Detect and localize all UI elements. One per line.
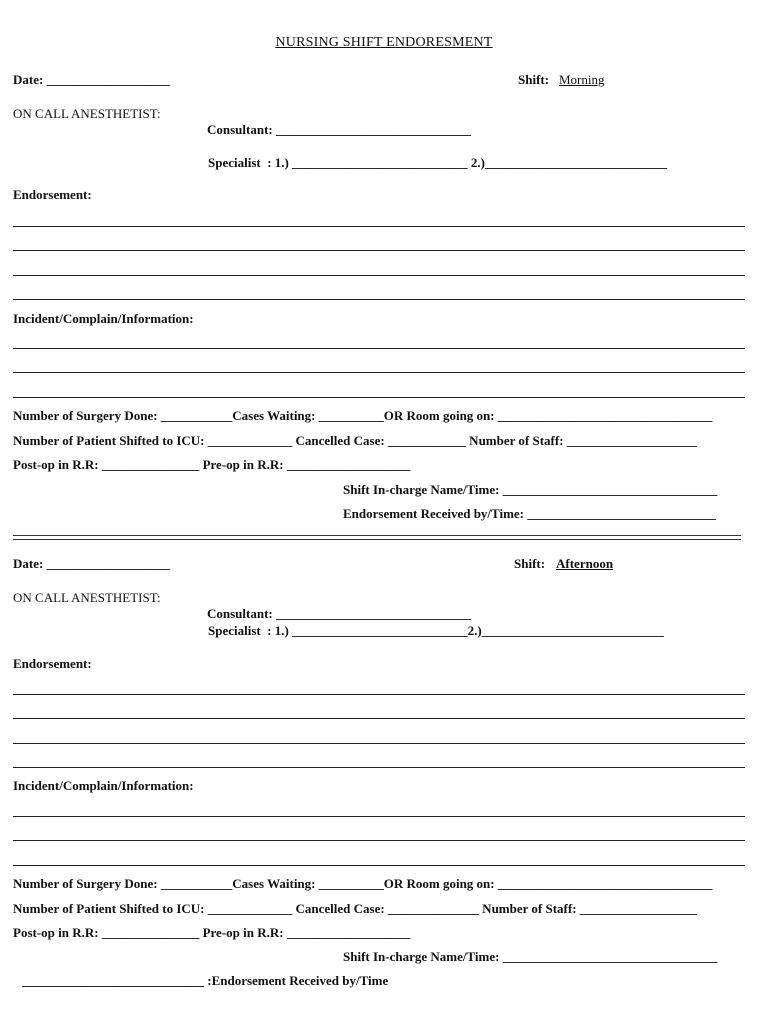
incident-label: Incident/Complain/Information: — [13, 778, 194, 793]
endorsement-label: Endorsement: — [13, 656, 92, 671]
endorsement-line[interactable] — [13, 767, 745, 768]
date-field[interactable]: Date: ___________________ — [13, 72, 171, 87]
incident-line[interactable] — [13, 348, 745, 349]
incident-label: Incident/Complain/Information: — [13, 311, 194, 326]
incident-line[interactable] — [13, 840, 745, 841]
date-field[interactable]: Date: ___________________ — [13, 556, 171, 571]
endorsement-received-field[interactable]: Endorsement Received by/Time: _____________________________ — [343, 506, 716, 521]
endorsement-line[interactable] — [13, 718, 745, 719]
endorsement-label: Endorsement: — [13, 187, 92, 202]
surgery-count-row[interactable]: Number of Surgery Done: ___________Cases Waiting: __________OR Room going on: _________________________________ — [13, 408, 713, 423]
endorsement-received-field[interactable]: ____________________________ :Endorsement Received by/Time — [22, 973, 389, 988]
incident-line[interactable] — [13, 372, 745, 373]
endorsement-line[interactable] — [13, 299, 745, 300]
on-call-anesthetist-label: ON CALL ANESTHETIST: — [13, 106, 161, 121]
shift-incharge-field[interactable]: Shift In-charge Name/Time: _________________________________ — [343, 482, 718, 497]
endorsement-line[interactable] — [13, 226, 745, 227]
surgery-count-row[interactable]: Number of Surgery Done: ___________Cases Waiting: __________OR Room going on: _________________________________ — [13, 876, 713, 891]
recovery-room-row[interactable]: Post-op in R.R: _______________ Pre-op in R.R: ___________________ — [13, 925, 411, 940]
incident-line[interactable] — [13, 865, 745, 866]
consultant-field[interactable]: Consultant: ______________________________ — [207, 606, 471, 621]
endorsement-line[interactable] — [13, 743, 745, 744]
shift-value: Morning — [559, 72, 605, 87]
form-title: NURSING SHIFT ENDORESMENT — [275, 35, 493, 50]
specialist-field[interactable]: Specialist : 1.) ___________________________ 2.)____________________________ — [208, 155, 667, 170]
section-separator — [13, 535, 741, 540]
consultant-field[interactable]: Consultant: ______________________________ — [207, 122, 471, 137]
on-call-anesthetist-label: ON CALL ANESTHETIST: — [13, 590, 161, 605]
endorsement-line[interactable] — [13, 250, 745, 251]
shift-incharge-field[interactable]: Shift In-charge Name/Time: _________________________________ — [343, 949, 718, 964]
icu-transfer-row[interactable]: Number of Patient Shifted to ICU: _____________ Cancelled Case: ______________ Number of Staff: __________________ — [13, 901, 697, 916]
specialist-field[interactable]: Specialist : 1.) ___________________________2.)____________________________ — [208, 623, 664, 638]
icu-transfer-row[interactable]: Number of Patient Shifted to ICU: _____________ Cancelled Case: ____________ Number of Staff: ____________________ — [13, 433, 697, 448]
incident-line[interactable] — [13, 816, 745, 817]
shift-label: Shift: — [518, 72, 550, 87]
endorsement-line[interactable] — [13, 275, 745, 276]
shift-label: Shift: — [514, 556, 546, 571]
recovery-room-row[interactable]: Post-op in R.R: _______________ Pre-op in R.R: ___________________ — [13, 457, 411, 472]
endorsement-line[interactable] — [13, 694, 745, 695]
incident-line[interactable] — [13, 397, 745, 398]
shift-value: Afternoon — [556, 556, 614, 571]
